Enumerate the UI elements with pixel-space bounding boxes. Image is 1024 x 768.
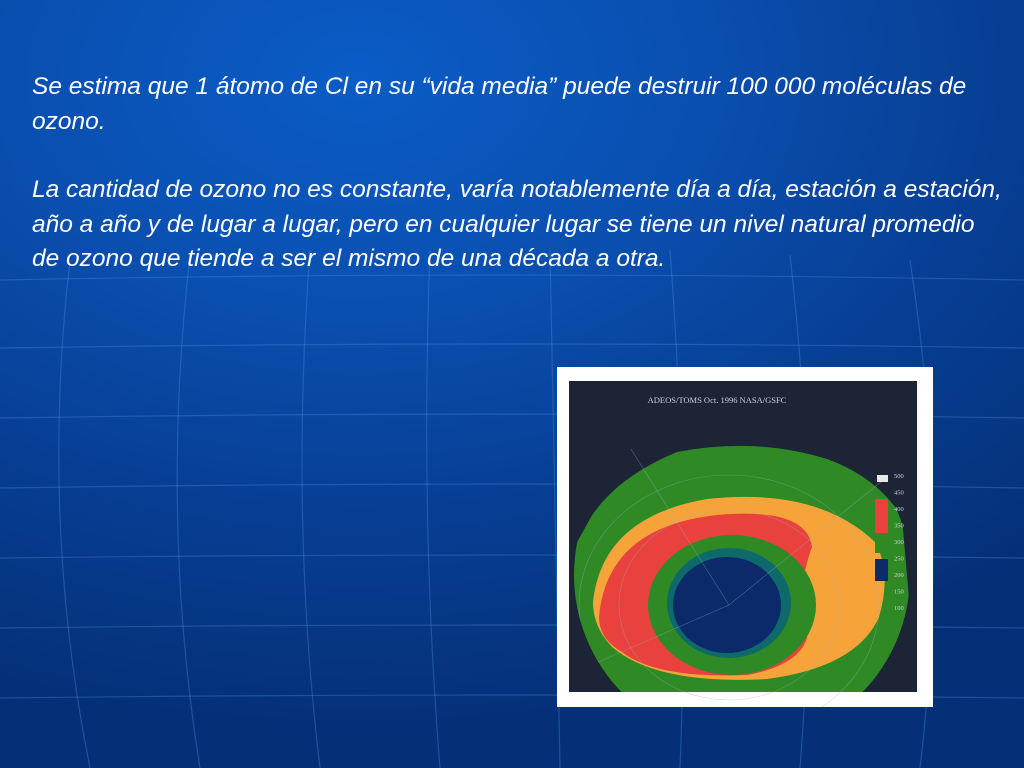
zone-navy bbox=[673, 557, 781, 653]
slide-text bbox=[32, 70, 1002, 277]
scale-label: 250 bbox=[894, 555, 904, 563]
scale-label: 150 bbox=[894, 588, 904, 596]
scale-label: 100 bbox=[894, 605, 904, 612]
scale-label: 500 bbox=[894, 473, 904, 480]
scale-label: 400 bbox=[894, 506, 904, 513]
scale-label: 350 bbox=[894, 522, 904, 530]
ozone-hole-image bbox=[557, 367, 933, 707]
paragraph-ozone-variability: La cantidad de ozono no es constante, varía notablemente día a día, estación a estación, año a año y de lugar a lugar, pero en cualquier lugar se tiene un nivel natural promedio de ozono que tiende a ser el mismo de una década a otra. bbox=[32, 176, 1002, 272]
scale-label: 450 bbox=[894, 489, 904, 497]
scale-label: 200 bbox=[894, 572, 904, 579]
scale-label: 300 bbox=[894, 539, 904, 546]
map-header: ADEOS/TOMS Oct. 1996 NASA/GSFC bbox=[647, 395, 787, 405]
paragraph-chlorine: Se estima que 1 átomo de Cl en su “vida media” puede destruir 100 000 moléculas de ozono. bbox=[32, 73, 967, 135]
